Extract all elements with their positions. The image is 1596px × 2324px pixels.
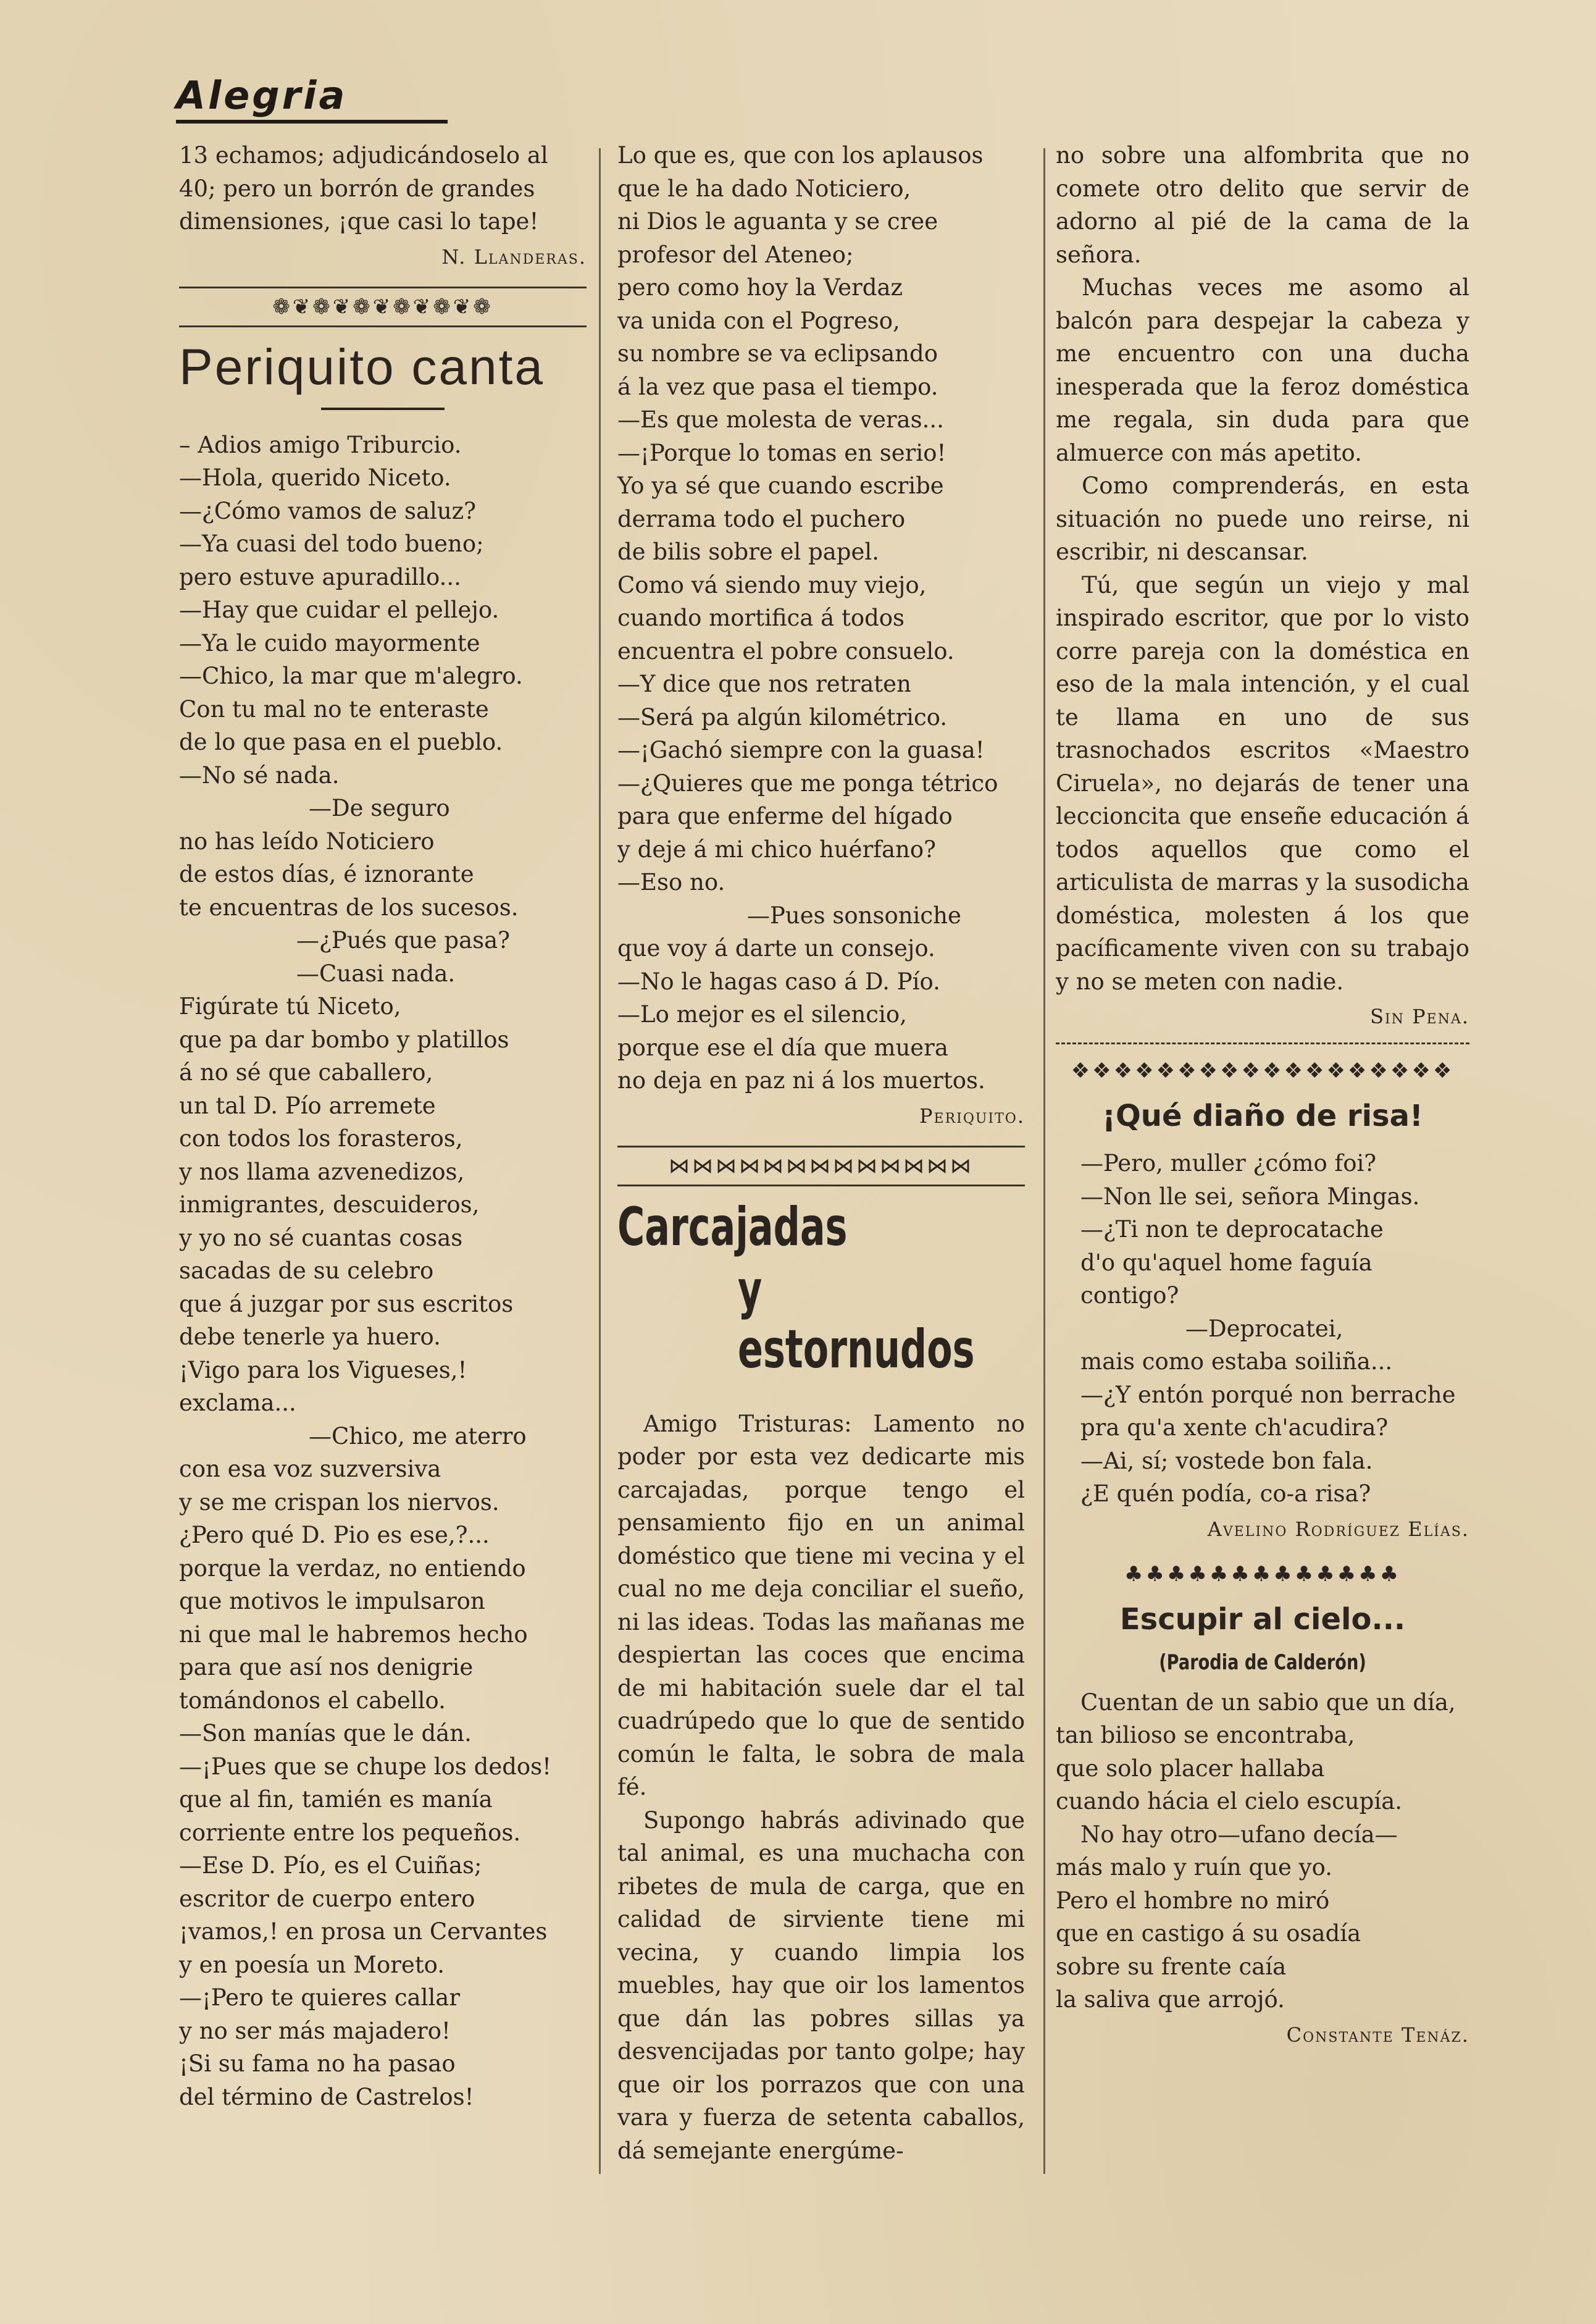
verse-line: que motivos le impulsaron: [179, 1588, 485, 1614]
verse-line: cuando mortifica á todos: [617, 605, 905, 631]
column-2: [617, 139, 1025, 2167]
poem-verse: [1056, 1686, 1469, 2016]
verse-line: y deje á mi chico huérfano?: [617, 836, 936, 863]
verse-line: —Non lle sei, señora Mingas.: [1080, 1183, 1420, 1210]
verse-line: ¡Vigo para los Vigueses,!: [179, 1356, 467, 1383]
verse-line: Yo ya sé que cuando escribe: [617, 472, 944, 499]
verse-line: que voy á darte un consejo.: [617, 935, 935, 962]
verse-line: porque ese el día que muera: [617, 1034, 948, 1061]
verse-line: sacadas de su celebro: [179, 1257, 434, 1284]
ornament-divider: ❖❖❖❖❖❖❖❖❖❖❖❖❖❖❖❖❖❖: [1071, 1059, 1455, 1083]
verse-line: corriente entre los pequeños.: [179, 1819, 521, 1846]
verse-line: más malo y ruín que yo.: [1056, 1854, 1332, 1881]
verse-line: —Deprocatei,: [1185, 1315, 1343, 1342]
verse-line: contigo?: [1080, 1282, 1179, 1309]
article-title-line-1: Carcajadas: [617, 1196, 848, 1258]
verse-line: —¿Pués que pasa?: [296, 927, 511, 954]
verse-line: —¡Porque lo tomas en serio!: [617, 439, 946, 466]
verse-line: derrama todo el puchero: [617, 505, 906, 532]
article-subtitle: (Parodia de Calderón): [1159, 1650, 1366, 1675]
article-title: ¡Qué diaño de risa!: [1102, 1099, 1423, 1133]
verse-line: —Hola, querido Niceto.: [179, 464, 451, 491]
verse-line: debe tenerle ya huero.: [179, 1324, 441, 1350]
verse-line: mais como estaba soiliña...: [1080, 1348, 1393, 1375]
verse-line: —¡Pero te quieres callar: [179, 1984, 461, 2011]
paragraph: Como comprenderás, en esta situación no puede uno reirse, ni escribir, ni descansar.: [1056, 472, 1469, 565]
verse-line: á la vez que pasa el tiempo.: [617, 373, 938, 400]
verse-line: —Chico, la mar que m'alegro.: [179, 663, 523, 689]
signature: Avelino Rodríguez Elías.: [1207, 1517, 1469, 1541]
verse-line: tomándonos el cabello.: [179, 1687, 446, 1714]
verse-line: y nos llama azvenedizos,: [179, 1158, 465, 1185]
verse-line: exclama...: [179, 1390, 296, 1416]
verse-line: —Ya le cuido mayormente: [179, 629, 480, 657]
paragraph: Tú, que según un viejo y mal inspirado escritor, que por lo visto corre pareja con la doméstica en eso de la mala intención, y el cual te llama en uno de sus trasnochados escritos «Maestro Ciruela», no dejarás de tener una leccioncita que enseñe educación á todos aquellos que como el articulista de marras y la susodicha doméstica, molesten á los que pacíficamente viven con su trabajo y no se meten con nadie.: [1056, 571, 1469, 995]
paragraph: Amigo Tristuras: Lamento no poder por esta vez dedicarte mis carcajadas, porque tengo el pensamiento fijo en un animal doméstico que tiene mi vecina y el cual no me deja conciliar el sueño, ni las ideas. Todas las mañanas me despiertan las coces que encima de mi habitación suele dar el tal cuadrúpedo que lo que de sentido común le falta, le sobra de mala fé.: [617, 1410, 1025, 1800]
verse-line: —¿Quieres que me ponga tétrico: [617, 770, 998, 797]
verse-line: Cuentan de un sabio que un día,: [1080, 1688, 1456, 1716]
verse-line: no has leído Noticiero: [179, 828, 435, 855]
title-rule: [321, 408, 445, 410]
verse-line: —Son manías que le dán.: [179, 1720, 472, 1747]
verse-line: con todos los forasteros,: [179, 1125, 463, 1152]
verse-line: de lo que pasa en el pueblo.: [179, 729, 503, 755]
verse-line: ¿E quén podía, co-a risa?: [1080, 1480, 1371, 1507]
verse-line: Con tu mal no te enteraste: [179, 695, 489, 723]
verse-line: ¡Si su fama no ha pasao: [179, 2050, 456, 2077]
verse-line: Figúrate tú Niceto,: [179, 993, 401, 1020]
verse-line: que á juzgar por sus escritos: [179, 1290, 514, 1317]
column-divider: [599, 148, 601, 2174]
masthead: [176, 73, 448, 122]
verse-line: No hay otro—ufano decía—: [1080, 1821, 1398, 1848]
signature: N. Llanderas.: [441, 245, 587, 269]
verse-line: del término de Castrelos!: [179, 2083, 474, 2110]
verse-line: su nombre se va eclipsando: [617, 340, 938, 367]
verse-line: va unida con el Pogreso,: [617, 307, 900, 334]
verse-line: para que así nos denigrie: [179, 1654, 474, 1680]
signature: Constante Tenáz.: [1286, 2023, 1469, 2047]
paragraph: no sobre una alfombrita que no comete otro delito que servir de adorno al pié de la cama de la señora.: [1056, 142, 1469, 268]
verse-line: —Ya cuasi del todo bueno;: [179, 531, 484, 557]
article-title-line-2: y estornudos: [738, 1259, 975, 1380]
verse-line: que en castigo á su osadía: [1056, 1920, 1361, 1947]
verse-line: Pero el hombre no miró: [1056, 1887, 1330, 1914]
verse-line: —Chico, me aterro: [309, 1422, 527, 1449]
verse-line: escritor de cuerpo entero: [179, 1885, 475, 1912]
dashed-rule: [1056, 1042, 1469, 1044]
verse-line: y yo no sé cuantas cosas: [179, 1224, 463, 1251]
verse-line: tan bilioso se encontraba,: [1056, 1722, 1355, 1748]
verse-line: —No sé nada.: [179, 761, 340, 789]
ornament-divider: ❁❦❁❦❁❦❁❦❁❦❁: [179, 287, 587, 327]
verse-line: —¿Ti non te deprocatache: [1080, 1216, 1384, 1243]
verse-line: de estos días, é iznorante: [179, 861, 474, 887]
verse-line: —De seguro: [309, 795, 450, 821]
verse-line: —Y dice que nos retraten: [617, 671, 911, 697]
verse-line: —¿Y entón porqué non berrache: [1080, 1381, 1456, 1408]
verse-line: inmigrantes, descuideros,: [179, 1191, 480, 1218]
verse-line: un tal D. Pío arremete: [179, 1092, 436, 1119]
verse-line: —Es que molesta de veras...: [617, 406, 944, 433]
column-divider: [1043, 148, 1045, 2174]
verse-line: sobre su frente caía: [1056, 1953, 1287, 1980]
verse-line: —Pues sonsoniche: [747, 902, 961, 929]
verse-line: —Pero, muller ¿cómo foi?: [1080, 1150, 1377, 1177]
verse-line: —Ai, sí; vostede bon fala.: [1080, 1447, 1373, 1474]
verse-line: pra qu'a xente ch'acudira?: [1080, 1414, 1389, 1441]
signature: Sin Pena.: [1370, 1005, 1469, 1028]
verse-line: —Lo mejor es el silencio,: [617, 1001, 907, 1028]
verse-line: pero estuve apuradillo...: [179, 563, 461, 590]
verse-line: no deja en paz ni á los muertos.: [617, 1067, 985, 1094]
poem-verse: [1056, 1147, 1469, 1511]
article-title: Periquito canta: [179, 338, 545, 395]
verse-line: —Ese D. Pío, es el Cuiñas;: [179, 1852, 482, 1879]
verse-line: para que enferme del hígado: [617, 803, 953, 829]
verse-line: ¡vamos,! en prosa un Cervantes: [179, 1918, 548, 1945]
verse-line: que pa dar bombo y platillos: [179, 1026, 509, 1053]
ornament-divider: ♣♣♣♣♣♣♣♣♣♣♣♣♣: [1124, 1561, 1402, 1587]
text-line: dimensiones, ¡que casi lo tape!: [179, 208, 539, 235]
verse-line: porque la verdaz, no entiendo: [179, 1554, 526, 1582]
verse-line: —No le hagas caso á D. Pío.: [617, 968, 940, 995]
masthead-title: Alegria: [176, 73, 348, 118]
verse-line: —¿Cómo vamos de saluz?: [179, 497, 476, 524]
verse-line: que le ha dado Noticiero,: [617, 175, 911, 202]
verse-line: de bilis sobre el papel.: [617, 539, 879, 565]
signature: Periquito.: [919, 1104, 1025, 1128]
verse-line: —¡Pues que se chupe los dedos!: [179, 1753, 552, 1780]
verse-line: cuando hácia el cielo escupía.: [1056, 1788, 1403, 1814]
verse-line: que solo placer hallaba: [1056, 1755, 1325, 1782]
verse-line: te encuentras de los sucesos.: [179, 894, 519, 921]
verse-line: Lo que es, que con los aplausos: [617, 142, 984, 169]
verse-line: —Cuasi nada.: [296, 960, 456, 987]
verse-line: y no ser más majadero!: [179, 2017, 451, 2044]
paragraph: Muchas veces me asomo al balcón para despejar la cabeza y me encuentro con una ducha inesperada que la feroz doméstica me regala, sin duda para que almuerce con más apetito.: [1056, 274, 1469, 466]
article-title: Escupir al cielo...: [1119, 1601, 1406, 1637]
verse-line: con esa voz suzversiva: [179, 1456, 441, 1482]
verse-line: á no sé que caballero,: [179, 1059, 433, 1086]
verse-line: – Adios amigo Triburcio.: [179, 431, 462, 458]
verse-line: —Será pa algún kilométrico.: [617, 703, 948, 731]
column-1: [179, 139, 587, 2113]
verse-line: d'o qu'aquel home faguía: [1080, 1249, 1372, 1276]
verse-line: —Hay que cuidar el pellejo.: [179, 597, 499, 623]
intro-text: [179, 139, 587, 238]
masthead-rule: [176, 120, 448, 124]
verse-line: encuentra el pobre consuelo.: [617, 637, 955, 665]
column-3: [1056, 139, 1469, 2053]
verse-line: y se me crispan los niervos.: [179, 1488, 499, 1516]
verse-line: —¡Gachó siempre con la guasa!: [617, 737, 985, 763]
ornament-divider: ⋈⋈⋈⋈⋈⋈⋈⋈⋈⋈⋈⋈⋈: [617, 1146, 1025, 1186]
poem-verse: [617, 139, 1025, 1097]
verse-line: que al fin, tamién es manía: [179, 1786, 493, 1813]
verse-line: pero como hoy la Verdaz: [617, 274, 903, 301]
verse-line: ni Dios le aguanta y se cree: [617, 208, 938, 235]
verse-line: la saliva que arrojó.: [1056, 1986, 1285, 2013]
verse-line: profesor del Ateneo;: [617, 241, 854, 268]
poem-verse: [179, 429, 587, 2114]
verse-line: —Eso no.: [617, 869, 725, 896]
verse-line: ni que mal le habremos hecho: [179, 1621, 528, 1648]
text-line: 13 echamos; adjudicándoselo al: [179, 142, 548, 169]
verse-line: ¿Pero qué D. Pio es ese,?...: [179, 1522, 490, 1548]
paragraph: Supongo habrás adivinado que tal animal, es una muchacha con ribetes de mula de carga, que en calidad de sirviente tiene mi vecina, y cuando limpia los muebles, hay que oir los lamentos que dán las pobres sillas ya desvencijadas por tanto golpe; hay que oir los porrazos que con una vara y fuerza de setenta caballos, dá semejante energúme-: [617, 1806, 1025, 2164]
verse-line: y en poesía un Moreto.: [179, 1951, 445, 1978]
text-line: 40; pero un borrón de grandes: [179, 175, 535, 202]
verse-line: Como vá siendo muy viejo,: [617, 571, 927, 598]
